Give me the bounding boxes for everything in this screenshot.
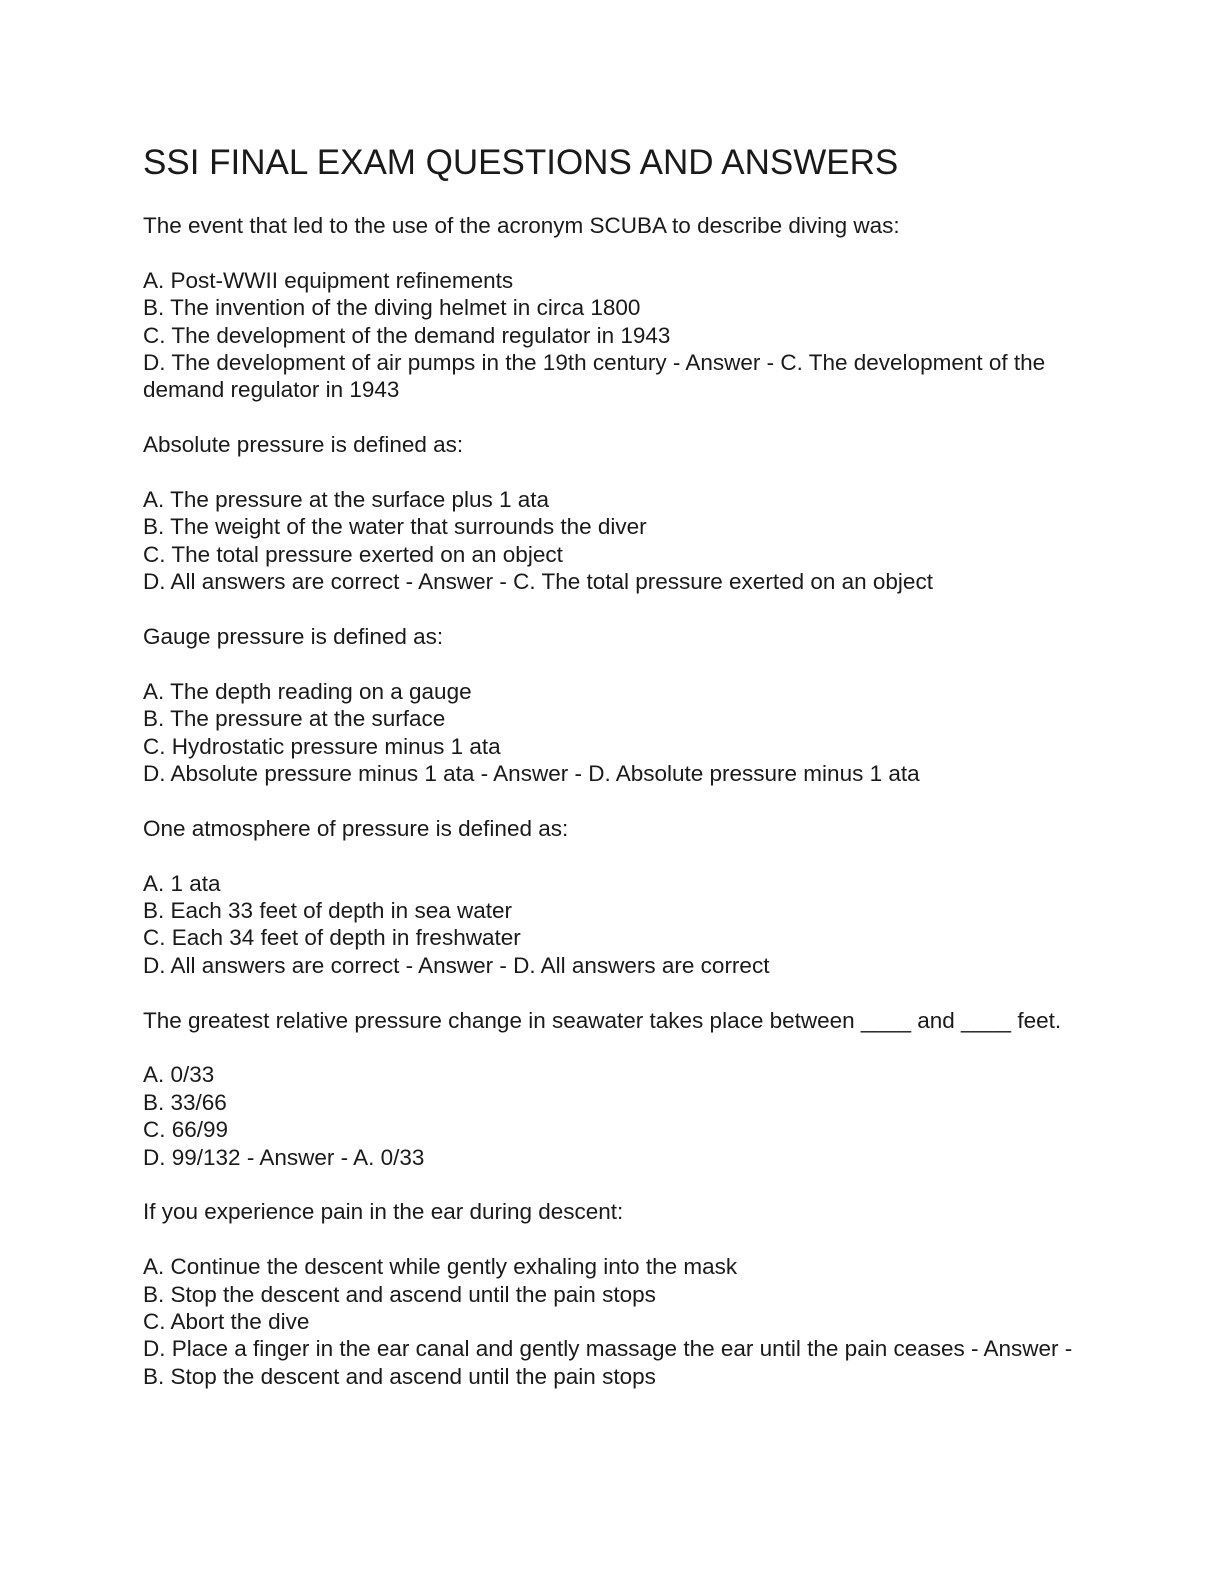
question-prompt: Gauge pressure is defined as: — [143, 624, 444, 650]
option-d-with-answer: D. Absolute pressure minus 1 ata - Answer - D. Absolute pressure minus 1 ata — [143, 761, 920, 787]
question-block-6 — [143, 1198, 1073, 1390]
option-a: A. Continue the descent while gently exhaling into the mask — [143, 1254, 738, 1280]
option-a: A. The pressure at the surface plus 1 ata — [143, 487, 550, 513]
option-a: A. Post-WWII equipment refinements — [143, 267, 514, 293]
option-d-with-answer: D. All answers are correct - Answer - C. The total pressure exerted on an object — [143, 569, 933, 595]
question-prompt: One atmosphere of pressure is defined as: — [143, 815, 569, 841]
answer-options — [143, 678, 1073, 788]
option-c: C. Abort the dive — [143, 1309, 310, 1335]
question-block-5 — [143, 1007, 1073, 1171]
option-c: C. Hydrostatic pressure minus 1 ata — [143, 733, 501, 759]
question-prompt: If you experience pain in the ear during descent: — [143, 1199, 624, 1225]
question-block-3 — [143, 623, 1073, 787]
answer-options — [143, 1061, 1073, 1171]
option-b: B. The weight of the water that surrounds the diver — [143, 514, 647, 540]
option-b: B. The invention of the diving helmet in circa 1800 — [143, 295, 641, 321]
option-d-with-answer: D. Place a finger in the ear canal and gently massage the ear until the pain ceases - Answer - B. Stop the descent and ascend until the pain stops — [143, 1336, 1073, 1389]
option-a: A. 1 ata — [143, 870, 221, 896]
option-a: A. 0/33 — [143, 1062, 215, 1088]
option-b: B. Stop the descent and ascend until the pain stops — [143, 1281, 656, 1307]
answer-options — [143, 1253, 1073, 1390]
option-b: B. Each 33 feet of depth in sea water — [143, 898, 512, 924]
option-a: A. The depth reading on a gauge — [143, 678, 472, 704]
question-prompt: The greatest relative pressure change in seawater takes place between ____ and ____ feet. — [143, 1007, 1062, 1033]
answer-options — [143, 870, 1073, 980]
answer-options — [143, 267, 1073, 404]
option-b: B. The pressure at the surface — [143, 706, 446, 732]
question-block-4 — [143, 815, 1073, 979]
option-c: C. The total pressure exerted on an object — [143, 541, 563, 567]
question-prompt: The event that led to the use of the acronym SCUBA to describe diving was: — [143, 213, 900, 238]
document-page — [143, 140, 1073, 1418]
option-d-with-answer: D. 99/132 - Answer - A. 0/33 — [143, 1144, 425, 1170]
option-c: C. 66/99 — [143, 1117, 229, 1143]
option-b: B. 33/66 — [143, 1089, 227, 1115]
option-c: C. The development of the demand regulator in 1943 — [143, 322, 671, 348]
option-c: C. Each 34 feet of depth in freshwater — [143, 925, 521, 951]
question-prompt: Absolute pressure is defined as: — [143, 432, 464, 458]
page-title: SSI FINAL EXAM QUESTIONS AND ANSWERS — [143, 143, 899, 182]
answer-options — [143, 486, 1073, 596]
option-d-with-answer: D. The development of air pumps in the 19th century - Answer - C. The development of the demand regulator in 1943 — [143, 350, 1046, 403]
question-block-2 — [143, 431, 1073, 595]
option-d-with-answer: D. All answers are correct - Answer - D. All answers are correct — [143, 952, 770, 978]
question-block-1 — [143, 212, 1073, 404]
